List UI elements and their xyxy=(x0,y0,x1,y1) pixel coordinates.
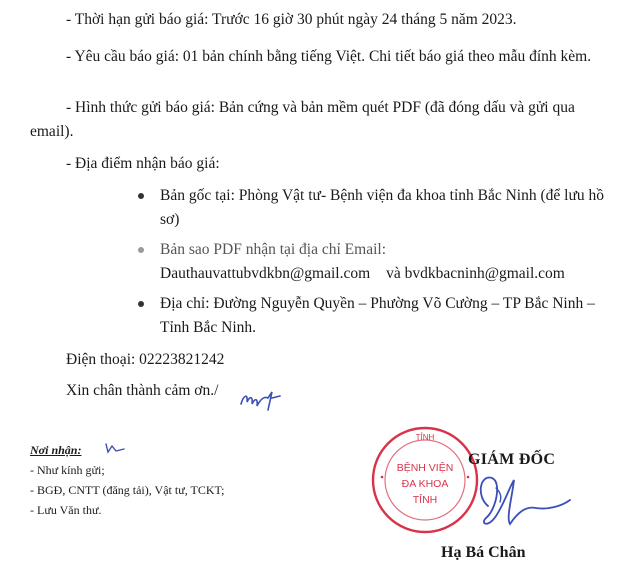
phone-line: Điện thoại: 02223821242 xyxy=(66,351,225,368)
email-link-1[interactable]: Dauthauvattubvdkbn@gmail.com xyxy=(160,265,371,282)
initial-mark-icon xyxy=(238,386,284,412)
thanks-line: Xin chân thành cảm ơn./ xyxy=(66,382,219,399)
bullet-icon xyxy=(138,193,144,199)
list-item-address: Địa chỉ: Đường Nguyễn Quyền – Phường Võ Cường – TP Bắc Ninh – Tỉnh Bắc Ninh. xyxy=(138,292,618,340)
recipient-item: - Lưu Văn thư. xyxy=(30,503,102,517)
director-title: GIÁM ĐỐC xyxy=(468,451,556,468)
deadline-paragraph: - Thời hạn gửi báo giá: Trước 16 giờ 30 phút ngày 24 tháng 5 năm 2023. xyxy=(66,11,517,28)
official-seal-icon xyxy=(370,425,480,535)
location-heading: - Địa điểm nhận báo giá: xyxy=(66,155,220,172)
email-link-2[interactable]: và bvdkbacninh@gmail.com xyxy=(386,265,565,282)
signature-icon xyxy=(466,466,576,541)
initial-mark-icon xyxy=(104,442,126,454)
recipients-block xyxy=(30,440,225,520)
seal-top-text: TỈNH xyxy=(415,433,435,442)
method-paragraph: - Hình thức gửi báo giá: Bản cứng và bản mềm quét PDF (đã đóng dấu và gửi qua email). xyxy=(30,99,575,140)
seal-line-1: BỆNH VIỆN xyxy=(396,462,454,474)
seal-line-2: ĐA KHOA xyxy=(401,478,449,490)
recipients-title: Nơi nhận: xyxy=(30,443,82,457)
list-item-original: Bản gốc tại: Phòng Vật tư- Bệnh viện đa khoa tỉnh Bắc Ninh (để lưu hồ sơ) xyxy=(138,184,618,232)
recipient-item: - BGĐ, CNTT (đăng tải), Vật tư, TCKT; xyxy=(30,483,225,497)
bullet-icon xyxy=(138,247,144,253)
recipient-item: - Như kính gửi; xyxy=(30,463,105,477)
seal-line-3: TỈNH xyxy=(412,494,438,506)
bullet-icon xyxy=(138,301,144,307)
list-item-copy: Bản sao PDF nhận tại địa chỉ Email: Dauthauvattubvdkbn@gmail.com và bvdkbacninh@gmail.com xyxy=(138,238,618,286)
signer-name: Hạ Bá Chân xyxy=(441,544,526,561)
requirement-paragraph: - Yêu cầu báo giá: 01 bản chính bằng tiếng Việt. Chi tiết báo giá theo mẫu đính kèm. xyxy=(66,48,592,65)
location-list xyxy=(138,184,618,346)
